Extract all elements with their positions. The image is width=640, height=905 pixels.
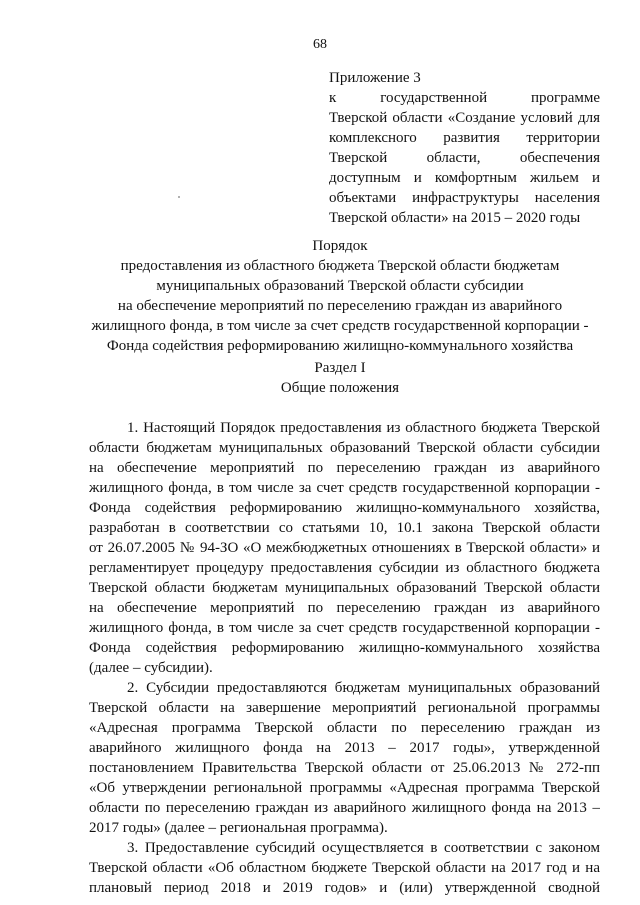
appendix-header: [329, 68, 600, 228]
paragraph-line: Тверской области на завершение мероприятий региональной программы: [89, 700, 600, 716]
title-line: Фонда содействия реформированию жилищно-коммунального хозяйства: [106, 338, 574, 354]
paragraph-2: [89, 678, 600, 838]
paragraph-line: 1. Настоящий Порядок предоставления из областного бюджета Тверской: [127, 420, 600, 436]
paragraph-line: 3. Предоставление субсидий осуществляется в соответствии с законом: [127, 840, 600, 856]
paragraph-line: 2. Субсидии предоставляются бюджетам муниципальных образований: [127, 680, 600, 696]
paragraph-line: Фонда содействия реформированию жилищно-коммунального хозяйства,: [89, 500, 600, 516]
appendix-line: Тверской области, обеспечения: [329, 150, 600, 166]
paragraph-line: «Адресная программа Тверской области по переселению граждан из: [89, 720, 600, 736]
paragraph-line: Тверской области бюджетам муниципальных образований Тверской области: [89, 580, 600, 596]
appendix-line: Тверской области «Создание условий для: [329, 110, 600, 126]
scan-speck: [178, 196, 180, 198]
appendix-line: к государственной программе: [329, 90, 600, 106]
page-number: 68: [313, 37, 327, 52]
paragraph-line: «Об утверждении региональной программы «Адресная программа Тверской: [89, 780, 600, 796]
paragraph-line: разработан в соответствии со статьями 10, 10.1 закона Тверской области: [89, 520, 600, 536]
appendix-line: доступным и комфортным жильем и: [329, 170, 600, 186]
section-number: Раздел I: [314, 360, 366, 376]
paragraph-line: Тверской области «Об областном бюджете Тверской области на 2017 год и на: [89, 860, 600, 876]
title-line: муниципальных образований Тверской области субсидии: [156, 278, 524, 294]
paragraph-line: жилищного фонда, в том числе за счет средств государственной корпорации -: [89, 480, 600, 496]
appendix-line: комплексного развития территории: [329, 130, 600, 146]
title-line: предоставления из областного бюджета Тверской области бюджетам: [120, 258, 560, 274]
paragraph-line: Фонда содействия реформированию жилищно-коммунального хозяйства: [89, 640, 600, 656]
section-heading: [0, 358, 640, 398]
title-line: жилищного фонда, в том числе за счет средств государственной корпорации -: [91, 318, 589, 334]
paragraph-line: аварийного жилищного фонда на 2013 – 2017 годы», утвержденной: [89, 740, 600, 756]
paragraph-line: области по переселению граждан из аварийного жилищного фонда на 2013 –: [89, 800, 600, 816]
paragraph-line: на обеспечение мероприятий по переселению граждан из аварийного: [89, 460, 600, 476]
appendix-line: Приложение 3: [329, 70, 421, 86]
paragraph-line: на обеспечение мероприятий по переселению граждан из аварийного: [89, 600, 600, 616]
paragraph-line: постановлением Правительства Тверской области от 25.06.2013 № 272-пп: [89, 760, 600, 776]
appendix-line: объектами инфраструктуры населения: [329, 190, 600, 206]
section-name: Общие положения: [280, 380, 400, 396]
document-title: [60, 236, 620, 356]
paragraph-3: [89, 838, 600, 898]
paragraph-1: [89, 418, 600, 678]
paragraph-line: от 26.07.2005 № 94-ЗО «О межбюджетных отношениях в Тверской области» и: [89, 540, 600, 556]
paragraph-line: жилищного фонда, в том числе за счет средств государственной корпорации -: [89, 620, 600, 636]
paragraph-line: 2017 годы» (далее – региональная программа).: [89, 820, 388, 836]
body-text: [89, 418, 600, 898]
title-line: на обеспечение мероприятий по переселению граждан из аварийного: [117, 298, 563, 314]
title-heading: Порядок: [312, 238, 368, 254]
paragraph-line: (далее – субсидии).: [89, 660, 213, 676]
appendix-line: Тверской области» на 2015 – 2020 годы: [329, 210, 581, 226]
paragraph-line: области бюджетам муниципальных образований Тверской области субсидии: [89, 440, 600, 456]
paragraph-line: плановый период 2018 и 2019 годов» и (или) утвержденной сводной: [89, 880, 600, 896]
paragraph-line: регламентирует процедуру предоставления субсидии из областного бюджета: [89, 560, 600, 576]
